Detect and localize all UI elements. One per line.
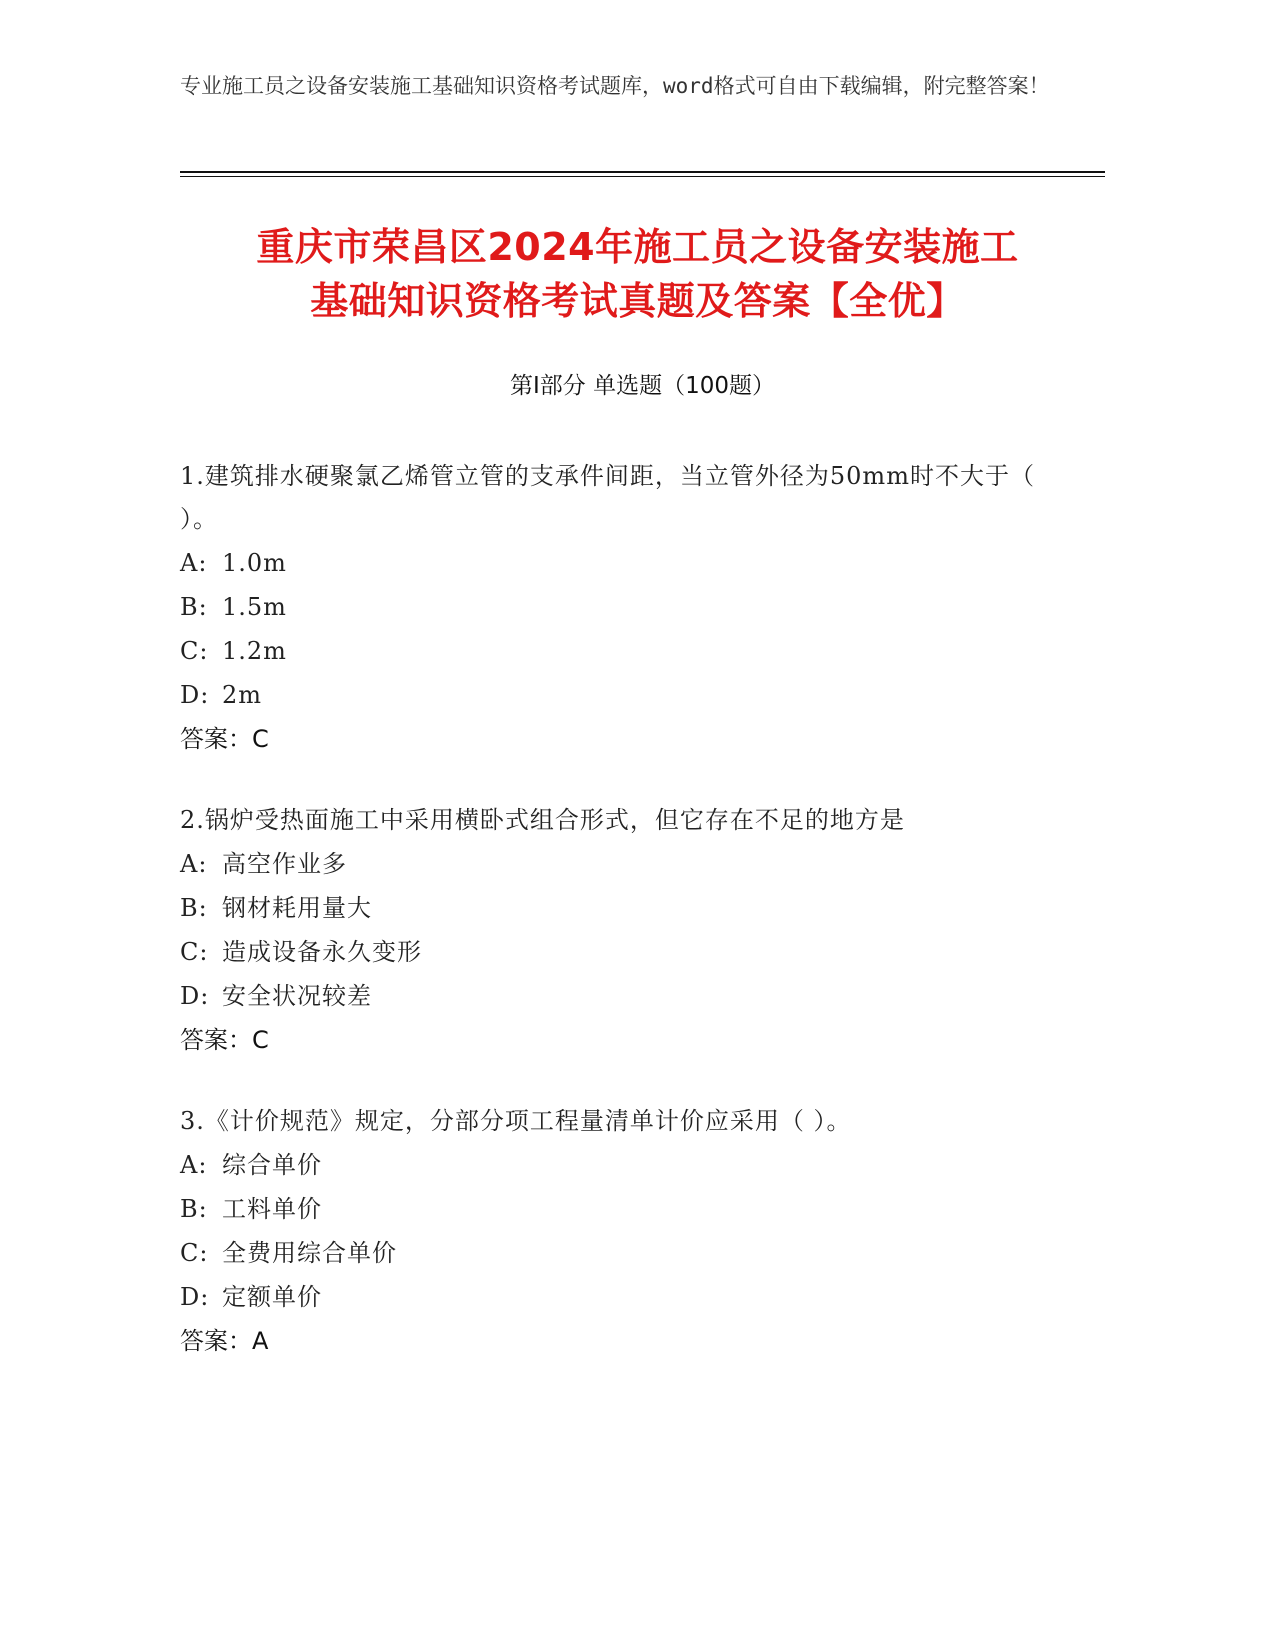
document-title [150,220,1125,328]
option-d [180,673,1080,717]
option-letter: A: [180,1151,208,1179]
option-text: 钢材耗用量大 [222,894,372,922]
option-letter: A: [180,549,208,577]
question-stem: 1.建筑排水硬聚氯乙烯管立管的支承件间距，当立管外径为50mm时不大于（ ）。 [180,462,1035,533]
option-letter: D: [180,681,210,709]
title-line-2: 基础知识资格考试真题及答案【全优】 [310,279,965,323]
option-letter: B: [180,1195,208,1223]
option-a [180,1143,1080,1187]
header-note: 专业施工员之设备安装施工基础知识资格考试题库，word格式可自由下载编辑，附完整答案！ [180,74,1050,98]
option-text: 工料单价 [222,1195,322,1223]
option-letter: A: [180,850,208,878]
title-line-1: 重庆市荣昌区2024年施工员之设备安装施工 [256,225,1019,269]
option-text: 造成设备永久变形 [222,938,422,966]
question-3 [180,1100,1080,1363]
option-text: 综合单价 [222,1151,322,1179]
option-text: 定额单价 [222,1283,322,1311]
option-text: 高空作业多 [222,850,347,878]
answer-line: 答案：C [180,725,269,753]
option-d [180,1275,1080,1319]
option-b [180,1187,1080,1231]
option-d [180,974,1080,1018]
option-letter: C: [180,637,209,665]
option-letter: D: [180,982,210,1010]
option-b [180,886,1080,930]
option-c [180,629,1080,673]
header-divider-thick [180,171,1105,173]
option-text: 全费用综合单价 [222,1239,397,1267]
question-2 [180,799,1080,1062]
header-divider-thin [180,176,1105,177]
option-letter: C: [180,938,209,966]
question-1 [180,455,1080,761]
option-c [180,1231,1080,1275]
answer-line: 答案：A [180,1327,269,1355]
section-heading: 第I部分 单选题（100题） [510,373,775,399]
option-text: 2m [222,681,263,709]
option-text: 安全状况较差 [222,982,372,1010]
option-text: 1.2m [222,637,287,665]
option-a [180,541,1080,585]
option-letter: C: [180,1239,209,1267]
option-c [180,930,1080,974]
question-stem: 3.《计价规范》规定，分部分项工程量清单计价应采用（ ）。 [180,1107,852,1135]
option-b [180,585,1080,629]
option-letter: D: [180,1283,210,1311]
option-a [180,842,1080,886]
option-letter: B: [180,593,208,621]
question-stem: 2.锅炉受热面施工中采用横卧式组合形式，但它存在不足的地方是 [180,806,905,834]
option-letter: B: [180,894,208,922]
option-text: 1.0m [222,549,287,577]
question-list [180,455,1080,1401]
option-text: 1.5m [222,593,287,621]
answer-line: 答案：C [180,1026,269,1054]
